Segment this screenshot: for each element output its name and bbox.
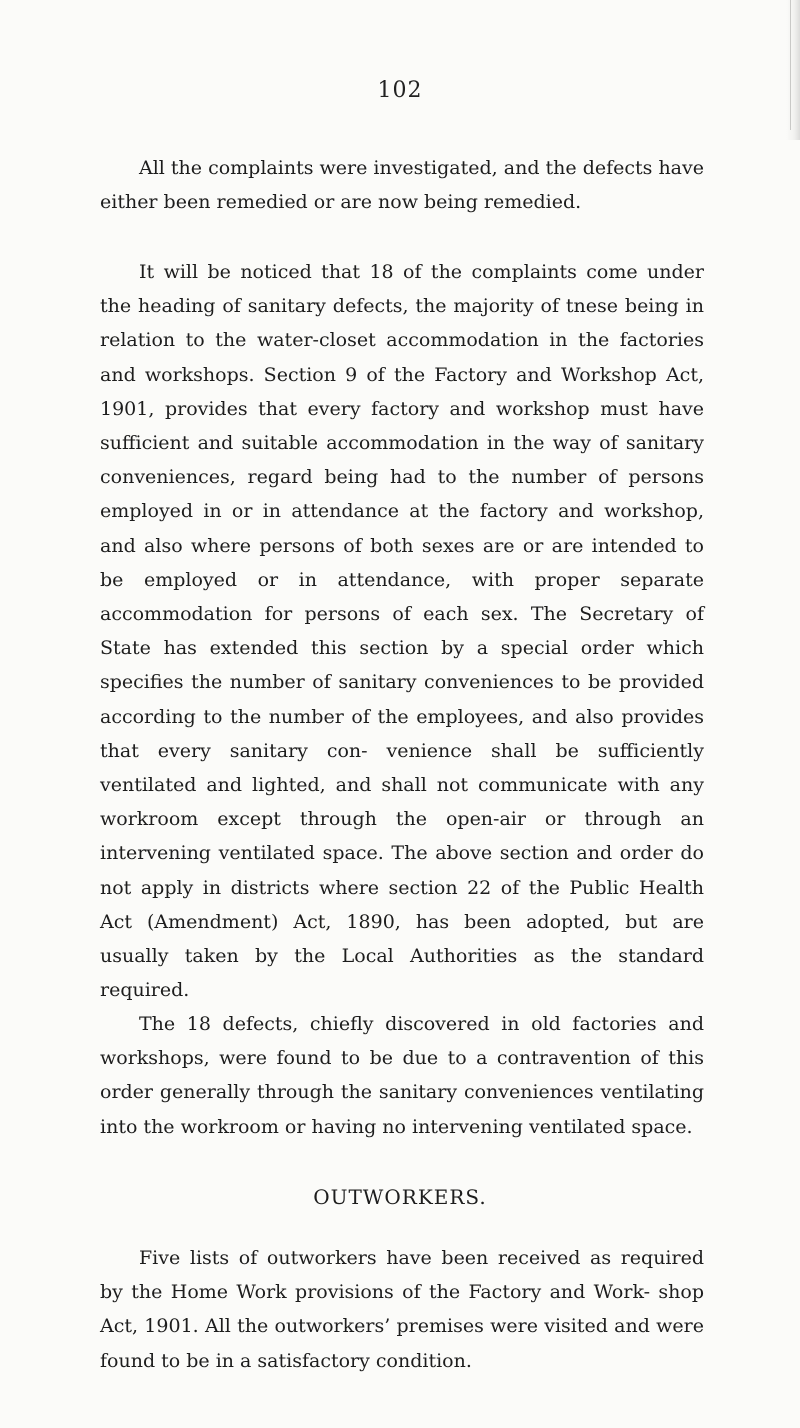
paragraph-eighteen-defects (100, 1007, 704, 1144)
paragraph-text: It will be noticed that 18 of the complaints come under the heading of sanitary defects, the majority of tnese being in relation to the water-closet accommodation in the factories and workshops. Section 9 of the Factory and Workshop Act, 1901, provides that every factory and workshop must have sufficient and suitable accommodation in the way of sanitary conveniences, regard being had to the number of persons employed in or in attendance at the factory and workshop, and also where persons of both sexes are or are intended to be employed or in attendance, with proper separate accommodation for persons of each sex. The Secretary of State has extended this section by a special order which specifies the number of sanitary conveniences to be provided according to the number of the employees, and also provides that every sanitary con- venience shall be sufficiently ventilated and lighted, and shall not communicate with any workroom except through the open-air or through an intervening ventilated space. The above section and order do not apply in districts where section 22 of the Public Health Act (Amendment) Act, 1890, has been adopted, but are usually taken by the Local Authorities as the standard required. (100, 261, 704, 1002)
paragraph-text: All the complaints were investigated, and the defects have either been remedied or are now being remedied. (100, 157, 704, 214)
section-heading-outworkers: OUTWORKERS. (313, 1185, 487, 1209)
scan-edge-line (790, 0, 791, 130)
scan-edge-shadow (786, 0, 800, 140)
paragraph-complaints-investigated (100, 151, 704, 219)
paragraph-outworkers (100, 1241, 704, 1378)
paragraph-text: The 18 defects, chiefly discovered in old factories and workshops, were found to be due to a contravention of this order generally through the sanitary conveniences ventilating into the workroom or having no intervening ventilated space. (100, 1013, 704, 1138)
paragraph-sanitary-defects (100, 255, 704, 1007)
paragraph-text: Five lists of outworkers have been received as required by the Home Work provisions of the Factory and Work- shop Act, 1901. All the outworkers’ premises were visited and were found to be in a satisfactory condition. (100, 1247, 704, 1372)
page-number: 102 (377, 78, 423, 103)
